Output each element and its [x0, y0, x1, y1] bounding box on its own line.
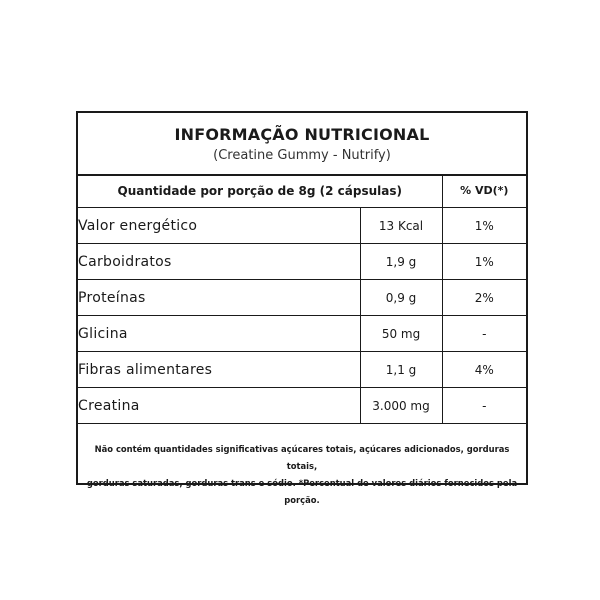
nutrient-amount: 50 mg	[360, 316, 442, 352]
nutrition-table	[78, 174, 526, 424]
table-row	[78, 280, 526, 316]
daily-value-header: % VD(*)	[442, 174, 526, 208]
nutrient-amount: 0,9 g	[360, 280, 442, 316]
nutrient-daily-value: 2%	[442, 280, 526, 316]
label-title: INFORMAÇÃO NUTRICIONAL	[174, 125, 430, 144]
table-header-row	[78, 174, 526, 208]
label-subtitle: (Creatine Gummy - Nutrify)	[213, 148, 391, 163]
serving-size-header: Quantidade por porção de 8g (2 cápsulas)	[78, 174, 442, 208]
table-row	[78, 352, 526, 388]
nutrient-daily-value: 1%	[442, 244, 526, 280]
table-row	[78, 208, 526, 244]
nutrition-facts-label	[76, 111, 528, 505]
nutrient-daily-value: 4%	[442, 352, 526, 388]
label-footnote	[84, 441, 520, 509]
nutrient-amount: 13 Kcal	[360, 208, 442, 244]
nutrient-amount: 3.000 mg	[360, 388, 442, 424]
nutrient-name: Glicina	[78, 316, 360, 352]
nutrient-amount: 1,9 g	[360, 244, 442, 280]
nutrient-name: Creatina	[78, 388, 360, 424]
nutrient-amount: 1,1 g	[360, 352, 442, 388]
nutrient-name: Fibras alimentares	[78, 352, 360, 388]
nutrient-name: Proteínas	[78, 280, 360, 316]
nutrient-name: Valor energético	[78, 208, 360, 244]
label-header	[78, 113, 526, 176]
nutrient-daily-value: 1%	[442, 208, 526, 244]
footnote-line: gorduras saturadas, gorduras trans e sódio. *Percentual de valores diários fornecidos pela porção.	[86, 478, 518, 505]
nutrient-daily-value: -	[442, 316, 526, 352]
nutrient-daily-value: -	[442, 388, 526, 424]
table-row	[78, 244, 526, 280]
nutrient-name: Carboidratos	[78, 244, 360, 280]
table-row	[78, 316, 526, 352]
table-row	[78, 388, 526, 424]
footnote-line: Não contém quantidades significativas açúcares totais, açúcares adicionados, gorduras totais,	[94, 444, 510, 471]
